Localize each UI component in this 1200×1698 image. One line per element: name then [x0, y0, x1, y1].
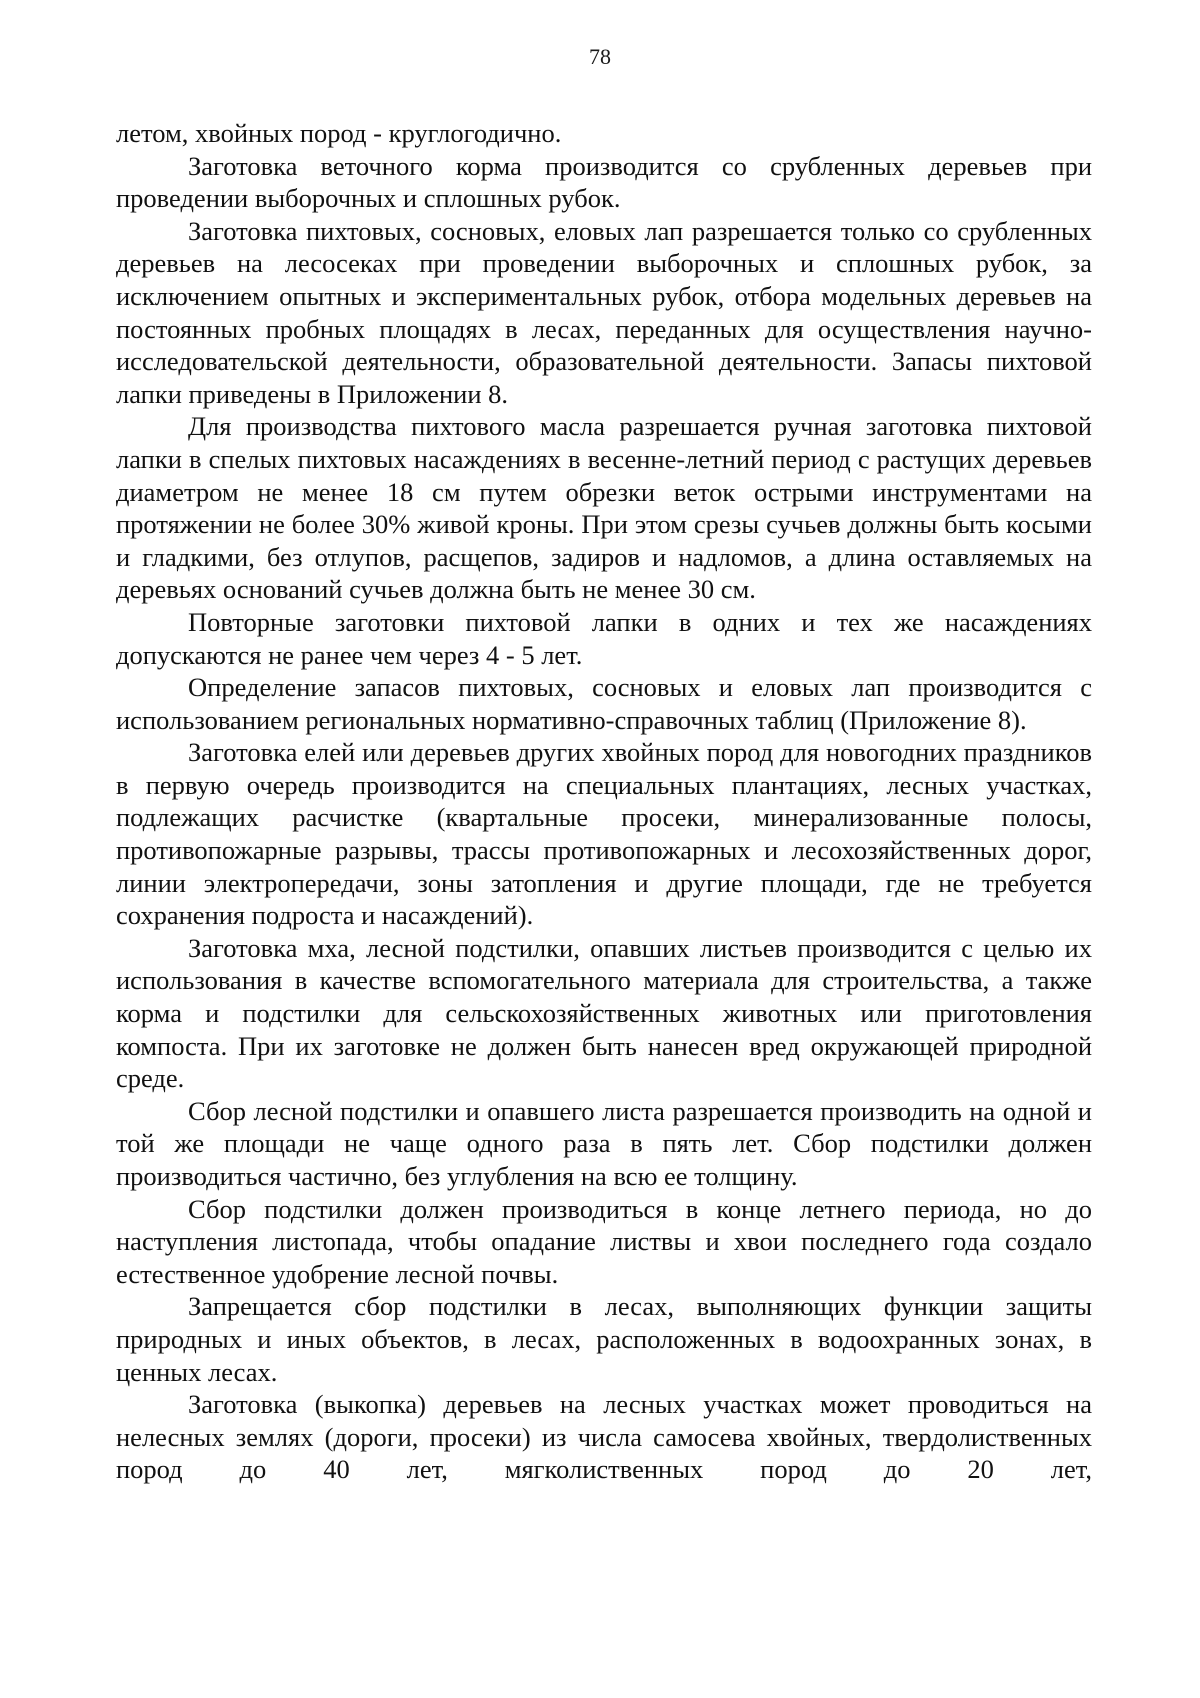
paragraph-continuation: летом, хвойных пород - круглогодично.: [116, 118, 562, 148]
paragraph: Заготовка елей или деревьев других хвойных пород для новогодних праздников в первую очередь производится на специальных плантациях, лесных участках, подлежащих расчистке (квартальные просеки, минерализованные полосы, противопожарные разрывы, трассы противопожарных и лесохозяйственных дорог, линии электропередачи, зоны затопления и другие площади, где не требуется сохранения подроста и насаждений).: [116, 737, 1092, 931]
paragraph: Заготовка мха, лесной подстилки, опавших листьев производится с целью их использования в качестве вспомогательного материала для строительства, а также корма и подстилки для сельскохозяйственных животных или приготовления компоста. При их заготовке не должен быть нанесен вред окружающей природной среде.: [116, 932, 1092, 1094]
paragraph: Сбор лесной подстилки и опавшего листа разрешается производить на одной и той же площади не чаще одного раза в пять лет. Сбор подстилки должен производиться частично, без углубления на всю ее толщину.: [116, 1095, 1092, 1191]
paragraph: Заготовка веточного корма производится со срубленных деревьев при проведении выборочных и сплошных рубок.: [116, 150, 1092, 214]
paragraph: Заготовка пихтовых, сосновых, еловых лап разрешается только со срубленных деревьев на лесосеках при проведении выборочных и сплошных рубок, за исключением опытных и экспериментальных рубок, отбора модельных деревьев на постоянных пробных площадях в лесах, переданных для осуществления научно-исследовательской деятельности, образовательной деятельности. Запасы пихтовой лапки приведены в Приложении 8.: [116, 215, 1092, 409]
document-body: [116, 117, 1092, 1486]
paragraph: Запрещается сбор подстилки в лесах, выполняющих функции защиты природных и иных объектов, в лесах, расположенных в водоохранных зонах, в ценных лесах.: [116, 1291, 1092, 1387]
paragraph: Определение запасов пихтовых, сосновых и еловых лап производится с использованием региональных нормативно-справочных таблиц (Приложение 8).: [116, 672, 1092, 735]
paragraph: Повторные заготовки пихтовой лапки в одних и тех же насаждениях допускаются не ранее чем через 4 - 5 лет.: [116, 606, 1092, 670]
page-number: 78: [589, 44, 611, 69]
paragraph-continued: Заготовка (выкопка) деревьев на лесных участках может проводиться на нелесных землях (дороги, просеки) из числа самосева хвойных, твердолиственных пород до 40 лет, мягколиственных пород до 20 лет,: [116, 1389, 1092, 1485]
paragraph: Сбор подстилки должен производиться в конце летнего периода, но до наступления листопада, чтобы опадание листвы и хвои последнего года создало естественное удобрение лесной почвы.: [116, 1193, 1092, 1289]
paragraph: Для производства пихтового масла разрешается ручная заготовка пихтовой лапки в спелых пихтовых насаждениях в весенне-летний период с растущих деревьев диаметром не менее 18 см путем обрезки веток острыми инструментами на протяжении не более 30% живой кроны. При этом срезы сучьев должны быть косыми и гладкими, без отлупов, расщепов, задиров и надломов, а длина оставляемых на деревьях оснований сучьев должна быть не менее 30 см.: [116, 411, 1092, 605]
